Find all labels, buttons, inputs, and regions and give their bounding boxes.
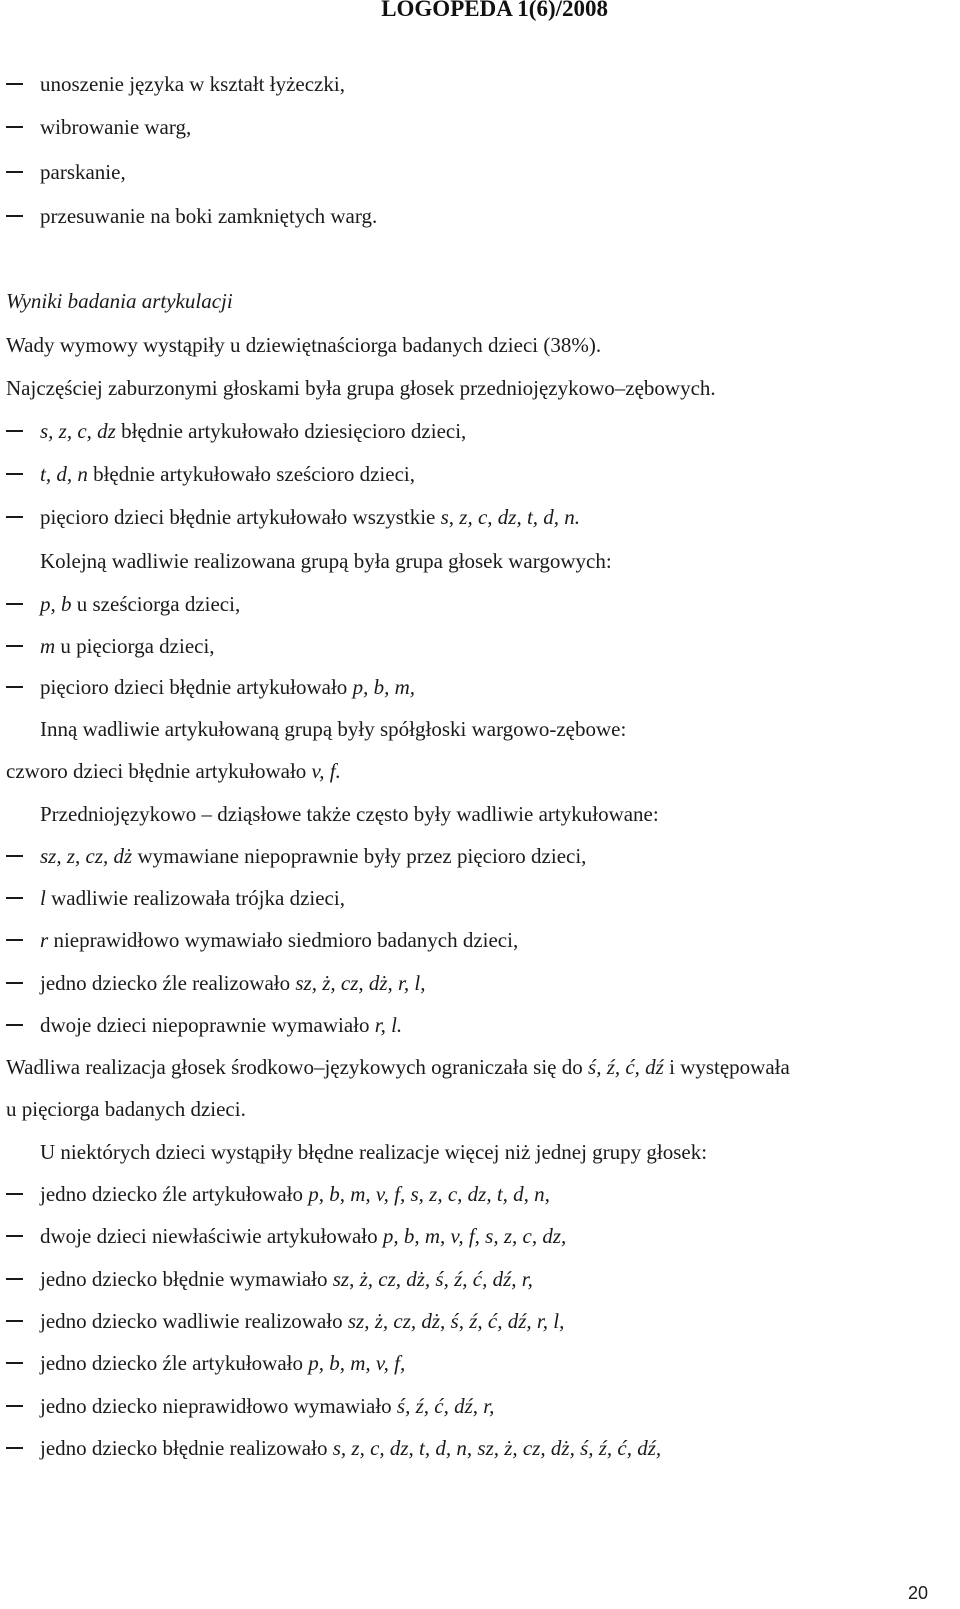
line-text (40, 800, 659, 828)
italic-text-run: sz, z, cz, dż (40, 844, 133, 868)
text-run: u sześciorga dzieci, (71, 592, 241, 616)
dash-bullet-icon (6, 215, 23, 217)
dash-bullet-icon (6, 171, 23, 173)
page-number: 20 (907, 1583, 928, 1603)
dash-bullet-icon (6, 516, 23, 518)
italic-text-run: sz, ż, cz, dż, r, l, (295, 971, 426, 995)
dash-bullet-icon (6, 897, 23, 899)
line-text (40, 460, 415, 488)
journal-header: LOGOPEDA 1(6)/2008 (381, 0, 608, 21)
text-run: wadliwie realizowała trójka dzieci, (45, 886, 345, 910)
text-run: u pięciorga dzieci, (55, 634, 215, 658)
line-text (40, 547, 612, 575)
dash-bullet-icon (6, 1278, 23, 1280)
italic-text-run: p, b, m, (352, 675, 415, 699)
text-run: dwoje dzieci niewłaściwie artykułowało (40, 1224, 383, 1248)
text-run: U niektórych dzieci wystąpiły błędne realizacje więcej niż jednej grupy głosek: (40, 1140, 708, 1164)
dash-bullet-icon (6, 83, 23, 85)
line-text (40, 884, 345, 912)
italic-text-run: t, d, n (40, 462, 88, 486)
text-run: jedno dziecko źle artykułowało (40, 1182, 309, 1206)
text-run: dwoje dzieci niepoprawnie wymawiało (40, 1013, 375, 1037)
dash-bullet-icon (6, 1320, 23, 1322)
dash-bullet-icon (6, 1193, 23, 1195)
italic-text-run: r, l. (374, 1013, 403, 1037)
text-run: pięcioro dzieci błędnie artykułowało wszystkie (40, 505, 441, 529)
text-run: wymawiane niepoprawnie były przez pięcioro dzieci, (132, 844, 587, 868)
text-run: parskanie, (40, 160, 126, 184)
line-text (40, 503, 580, 531)
dash-bullet-icon (6, 126, 23, 128)
italic-text-run: p, b (40, 592, 72, 616)
text-run: i występowała (663, 1055, 790, 1079)
text-run: Przedniojęzykowo – dziąsłowe także często były wadliwie artykułowane: (40, 802, 659, 826)
italic-text-run: p, b, m, v, f, (308, 1351, 406, 1375)
text-run: jedno dziecko wadliwie realizowało (40, 1309, 348, 1333)
text-run: Wady wymowy wystąpiły u dziewiętnaściorga badanych dzieci (38%). (6, 333, 602, 357)
line-text (40, 1434, 661, 1462)
text-run: jedno dziecko źle artykułowało (40, 1351, 309, 1375)
dash-bullet-icon (6, 603, 23, 605)
line-text (40, 202, 377, 230)
italic-text-run: ś, ź, ć, dź, r, (396, 1394, 495, 1418)
italic-text-run: s, z, c, dz (40, 419, 116, 443)
italic-text-run: s, z, c, dz, t, d, n, sz, ż, cz, dż, ś, ź, ć, dź, (332, 1436, 662, 1460)
line-text (40, 673, 415, 701)
dash-bullet-icon (6, 686, 23, 688)
italic-text-run: ś, ź, ć, dź (588, 1055, 664, 1079)
text-run: wibrowanie warg, (40, 115, 192, 139)
text-run: jedno dziecko źle realizowało (40, 971, 296, 995)
italic-text-run: m (40, 634, 56, 658)
dash-bullet-icon (6, 855, 23, 857)
text-run: Kolejną wadliwie realizowana grupą była grupa głosek wargowych: (40, 549, 612, 573)
text-run: Inną wadliwie artykułowaną grupą były spółgłoski wargowo-zębowe: (40, 717, 627, 741)
line-text (40, 1392, 494, 1420)
dash-bullet-icon (6, 1024, 23, 1026)
dash-bullet-icon (6, 430, 23, 432)
text-run: jedno dziecko błędnie wymawiało (40, 1267, 333, 1291)
line-text (40, 715, 626, 743)
line-text (6, 287, 233, 315)
text-run: przesuwanie na boki zamkniętych warg. (40, 204, 378, 228)
line-text (6, 1095, 246, 1123)
dash-bullet-icon (6, 1405, 23, 1407)
line-text (40, 113, 191, 141)
line-text (40, 969, 426, 997)
dash-bullet-icon (6, 1447, 23, 1449)
italic-text-run: sz, ż, cz, dż, ś, ź, ć, dź, r, (332, 1267, 533, 1291)
line-text (40, 842, 586, 870)
line-text (40, 590, 240, 618)
line-text (40, 632, 215, 660)
line-text (40, 1349, 405, 1377)
italic-text-run: r (40, 928, 49, 952)
line-text (40, 1265, 533, 1293)
dash-bullet-icon (6, 939, 23, 941)
dash-bullet-icon (6, 1362, 23, 1364)
italic-text-run: l (40, 886, 46, 910)
line-text (40, 1011, 402, 1039)
text-run: czworo dzieci błędnie artykułowało (6, 759, 312, 783)
dash-bullet-icon (6, 473, 23, 475)
line-text (40, 417, 466, 445)
line-text (6, 1053, 790, 1081)
text-run: jedno dziecko błędnie realizowało (40, 1436, 333, 1460)
line-text (40, 1307, 564, 1335)
text-run: Wadliwa realizacja głosek środkowo–językowych ograniczała się do (6, 1055, 589, 1079)
line-text (40, 1222, 566, 1250)
dash-bullet-icon (6, 1235, 23, 1237)
italic-text-run: p, b, m, v, f, s, z, c, dz, t, d, n, (308, 1182, 550, 1206)
line-text (40, 158, 126, 186)
text-run: pięcioro dzieci błędnie artykułowało (40, 675, 353, 699)
text-run: jedno dziecko nieprawidłowo wymawiało (40, 1394, 397, 1418)
line-text (6, 374, 716, 402)
italic-text-run: p, b, m, v, f, s, z, c, dz, (382, 1224, 567, 1248)
text-run: błędnie artykułowało dziesięcioro dzieci, (115, 419, 467, 443)
dash-bullet-icon (6, 645, 23, 647)
line-text (6, 757, 341, 785)
italic-text-run: v, f. (311, 759, 341, 783)
italic-text-run: Wyniki badania artykulacji (6, 289, 233, 313)
italic-text-run: sz, ż, cz, dż, ś, ź, ć, dź, r, l, (347, 1309, 565, 1333)
text-run: nieprawidłowo wymawiało siedmioro badanych dzieci, (48, 928, 519, 952)
dash-bullet-icon (6, 982, 23, 984)
line-text (6, 331, 601, 359)
text-run: błędnie artykułowało sześcioro dzieci, (87, 462, 415, 486)
text-run: u pięciorga badanych dzieci. (6, 1097, 246, 1121)
line-text (40, 70, 345, 98)
line-text (40, 1138, 707, 1166)
line-text (40, 1180, 550, 1208)
text-run: Najczęściej zaburzonymi głoskami była grupa głosek przedniojęzykowo–zębowych. (6, 376, 716, 400)
italic-text-run: s, z, c, dz, t, d, n. (440, 505, 581, 529)
line-text (40, 926, 518, 954)
text-run: unoszenie języka w kształt łyżeczki, (40, 72, 345, 96)
